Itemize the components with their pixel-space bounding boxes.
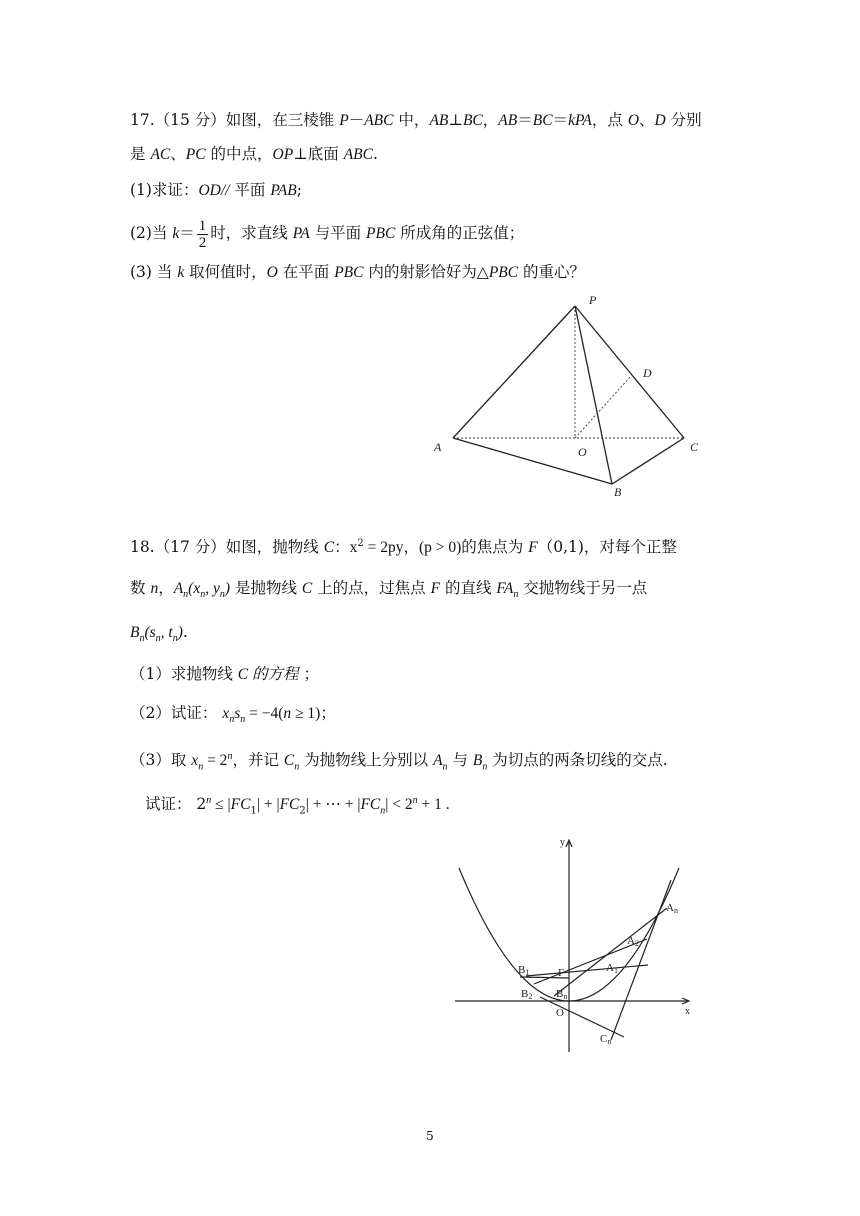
q17-text: ＝ bbox=[517, 111, 533, 129]
q18-text: x bbox=[222, 705, 230, 722]
q17-text: PAB bbox=[270, 182, 297, 199]
q18-text: , t bbox=[160, 624, 173, 641]
q17-text: (2)当 bbox=[130, 224, 173, 242]
q17-line2 bbox=[130, 144, 378, 165]
q18-subscript: n bbox=[139, 633, 145, 645]
q18-subscript: n bbox=[172, 633, 178, 645]
q17-text: k bbox=[177, 264, 185, 281]
q18-text: ， bbox=[158, 579, 174, 597]
tangent-at-an bbox=[611, 880, 671, 1040]
q18-text: F bbox=[528, 539, 538, 557]
q18-subscript: n bbox=[183, 589, 189, 601]
edge-pc bbox=[575, 306, 684, 438]
q17-text: PA bbox=[292, 225, 310, 242]
q18-subscript: n bbox=[200, 589, 206, 601]
q17-text: 与平面 bbox=[309, 224, 367, 242]
q18-text: FC bbox=[279, 796, 300, 814]
q18-subscript: n bbox=[482, 761, 488, 773]
q17-line1 bbox=[130, 110, 702, 131]
label-o: O bbox=[578, 445, 587, 459]
q17-text: (1)求证： bbox=[130, 181, 199, 199]
q18-text: ： bbox=[334, 538, 350, 557]
q18-part3 bbox=[130, 747, 668, 777]
q17-text: ⊥ bbox=[448, 111, 463, 129]
q17-text: 中， bbox=[393, 111, 430, 129]
q17-text: PBC bbox=[334, 264, 364, 281]
q18-part3-inequality bbox=[145, 791, 450, 821]
label-y-axis: y bbox=[560, 837, 565, 848]
fraction-numerator: 1 bbox=[198, 217, 207, 234]
q17-text: 取何值时， bbox=[184, 263, 267, 281]
label-b2: B2 bbox=[521, 988, 533, 1001]
q18-text: + 1 . bbox=[417, 796, 450, 814]
q18-text: ，(p > 0) bbox=[403, 539, 462, 557]
parabola-figure bbox=[445, 832, 700, 1058]
q18-text: (x bbox=[188, 580, 201, 597]
q17-text: ABC bbox=[364, 112, 394, 129]
q17-text: 是 bbox=[130, 145, 151, 163]
q18-part1 bbox=[130, 664, 319, 685]
q17-text: O bbox=[266, 264, 278, 281]
label-p: P bbox=[589, 293, 597, 307]
q18-text: 的焦点为 bbox=[461, 538, 529, 557]
q17-text: ⊥底面 bbox=[293, 145, 344, 163]
q18-text: （1）求抛物线 bbox=[130, 665, 238, 683]
q17-text: P bbox=[339, 112, 349, 129]
q18-text: 18.（17 分）如图，抛物线 bbox=[130, 538, 324, 557]
q18-subscript: n bbox=[294, 761, 300, 773]
q18-text: F bbox=[430, 580, 441, 597]
q18-text: , y bbox=[205, 580, 220, 597]
q18-text: n bbox=[283, 705, 292, 722]
q17-text: － bbox=[348, 111, 365, 129]
q18-text: C bbox=[323, 539, 335, 557]
q17-text: D bbox=[654, 112, 666, 129]
q18-text: （3）取 bbox=[130, 751, 192, 770]
q18-text: | < 2 bbox=[385, 796, 413, 814]
label-a1: A1 bbox=[606, 962, 618, 975]
q17-text: BC bbox=[462, 112, 483, 129]
q17-text: 、 bbox=[639, 111, 655, 129]
q18-text: FA bbox=[496, 580, 514, 597]
q18-text: ) bbox=[224, 580, 231, 597]
q18-subscript: n bbox=[229, 714, 235, 726]
edge-ab bbox=[453, 438, 612, 484]
q18-text: 交抛物线于另一点 bbox=[518, 579, 648, 597]
q18-text: （2）试证： bbox=[130, 704, 223, 722]
q18-text: n bbox=[150, 580, 159, 597]
q18-superscript: n bbox=[206, 795, 212, 806]
q18-subscript: n bbox=[442, 761, 448, 773]
q18-text: 与 bbox=[447, 751, 473, 770]
label-x-axis: x bbox=[685, 1006, 690, 1017]
q18-text: = −4( bbox=[245, 705, 284, 722]
q17-text: PC bbox=[185, 146, 206, 163]
q18-text: = 2 bbox=[203, 752, 228, 770]
q18-part2 bbox=[130, 703, 336, 730]
q18-text: (s bbox=[144, 624, 156, 641]
q18-line2 bbox=[130, 578, 647, 605]
q18-text: A bbox=[433, 752, 443, 770]
q18-text: C bbox=[283, 752, 295, 770]
q18-text: B bbox=[130, 624, 140, 641]
q17-text: ABC bbox=[343, 146, 373, 163]
q18-text: ≥ 1) bbox=[291, 705, 321, 722]
q17-text: ＝ bbox=[179, 224, 195, 242]
q18-text: s bbox=[234, 705, 241, 722]
edge-bc bbox=[612, 438, 684, 484]
q18-text: 的直线 bbox=[440, 579, 497, 597]
q18-text: （0,1) bbox=[537, 538, 584, 557]
label-c: C bbox=[690, 440, 699, 454]
q18-text: ) bbox=[177, 624, 183, 641]
q18-text: 为切点的两条切线的交点. bbox=[487, 751, 668, 770]
q18-line3 bbox=[130, 622, 188, 649]
q18-superscript: n bbox=[227, 751, 233, 762]
q18-text: x bbox=[349, 539, 358, 557]
label-a: A bbox=[434, 440, 442, 454]
q18-text: 试证： 2 bbox=[145, 795, 207, 814]
q17-text: ; bbox=[296, 181, 302, 199]
q17-text: ， bbox=[482, 111, 499, 129]
q18-text: C 的方程 bbox=[237, 666, 299, 683]
q18-subscript: n bbox=[198, 761, 204, 773]
label-d: D bbox=[643, 366, 652, 380]
q18-subscript: n bbox=[155, 633, 161, 645]
q17-part3 bbox=[130, 262, 585, 283]
q17-part1 bbox=[130, 180, 302, 201]
q18-subscript: n bbox=[219, 589, 225, 601]
q17-text: 平面 bbox=[229, 181, 271, 199]
q17-text: O bbox=[627, 112, 640, 129]
q17-text: AB bbox=[498, 112, 518, 129]
label-cn: Cn bbox=[600, 1033, 612, 1046]
q18-text: 数 bbox=[130, 579, 151, 597]
q18-text: = 2py bbox=[363, 539, 404, 557]
q18-text: B bbox=[472, 752, 483, 770]
q17-text: 内的射影恰好为△ bbox=[363, 263, 489, 281]
q17-text: OD// bbox=[198, 182, 230, 199]
q17-text: 时，求直线 bbox=[210, 224, 293, 242]
q17-text: 的重心？ bbox=[518, 263, 586, 281]
q18-text: | + | bbox=[256, 796, 280, 814]
q18-text: . bbox=[182, 623, 188, 641]
q18-line1 bbox=[130, 534, 677, 558]
q18-text: A bbox=[173, 580, 184, 597]
q17-text: k bbox=[172, 225, 180, 242]
q17-text: ＝ bbox=[552, 111, 569, 129]
q18-text: FC bbox=[230, 796, 251, 814]
edge-pa bbox=[453, 306, 575, 438]
label-a2: A2 bbox=[627, 935, 639, 948]
q17-text: PBC bbox=[488, 264, 519, 281]
q18-text: 上的点，过焦点 bbox=[312, 579, 431, 597]
q18-text: ； bbox=[320, 704, 336, 722]
q17-text: 17.（15 分）如图，在三棱锥 bbox=[130, 111, 340, 129]
q18-text: ，并记 bbox=[232, 751, 284, 770]
label-b: B bbox=[614, 485, 622, 499]
q17-text: (3) 当 bbox=[130, 263, 178, 281]
q17-text: ，点 bbox=[591, 111, 628, 129]
q17-text: AB bbox=[429, 112, 449, 129]
page-number: 5 bbox=[426, 1129, 434, 1143]
q18-subscript: n bbox=[240, 714, 246, 726]
q18-text: ，对每个正整 bbox=[583, 538, 677, 557]
fraction-one-half bbox=[197, 218, 209, 251]
label-origin: O bbox=[556, 1007, 564, 1019]
label-b1: B1 bbox=[518, 964, 530, 977]
q18-subscript: 1 bbox=[250, 805, 257, 817]
pyramid-figure bbox=[420, 288, 720, 500]
q17-text: PBC bbox=[366, 225, 396, 242]
q18-text: 是抛物线 bbox=[230, 579, 302, 597]
q18-text: | + ⋯ + | bbox=[305, 796, 361, 814]
fraction-denominator: 2 bbox=[198, 234, 207, 251]
q17-text: 在平面 bbox=[277, 263, 335, 281]
q18-text: 为抛物线上分别以 bbox=[299, 751, 434, 770]
label-bn: Bn bbox=[556, 988, 568, 1001]
q18-text: FC bbox=[360, 796, 381, 814]
q18-text: C bbox=[301, 580, 313, 597]
q17-text: 分别 bbox=[665, 111, 702, 129]
q17-text: kPA bbox=[568, 112, 592, 129]
q17-text: OP bbox=[272, 146, 294, 163]
q18-subscript: 2 bbox=[299, 805, 306, 817]
q18-superscript: 2 bbox=[357, 538, 364, 549]
label-an: An bbox=[666, 902, 678, 915]
q17-text: AC bbox=[150, 146, 171, 163]
q18-subscript: n bbox=[380, 805, 386, 817]
segment-od-hidden bbox=[575, 376, 631, 438]
q18-text: ； bbox=[298, 665, 319, 683]
q17-text: 所成角的正弦值； bbox=[395, 224, 525, 242]
q18-text: ≤ | bbox=[211, 796, 231, 814]
q17-text: BC bbox=[532, 112, 553, 129]
q18-superscript: n bbox=[412, 795, 418, 806]
q18-subscript: n bbox=[513, 589, 519, 601]
q17-part2 bbox=[130, 216, 524, 251]
q18-text: x bbox=[191, 752, 199, 770]
q17-text: 的中点， bbox=[205, 145, 273, 163]
q17-text: . bbox=[372, 145, 378, 163]
tangent-at-bn bbox=[540, 997, 624, 1037]
q17-text: 、 bbox=[170, 145, 186, 163]
label-focus: F bbox=[558, 967, 565, 979]
